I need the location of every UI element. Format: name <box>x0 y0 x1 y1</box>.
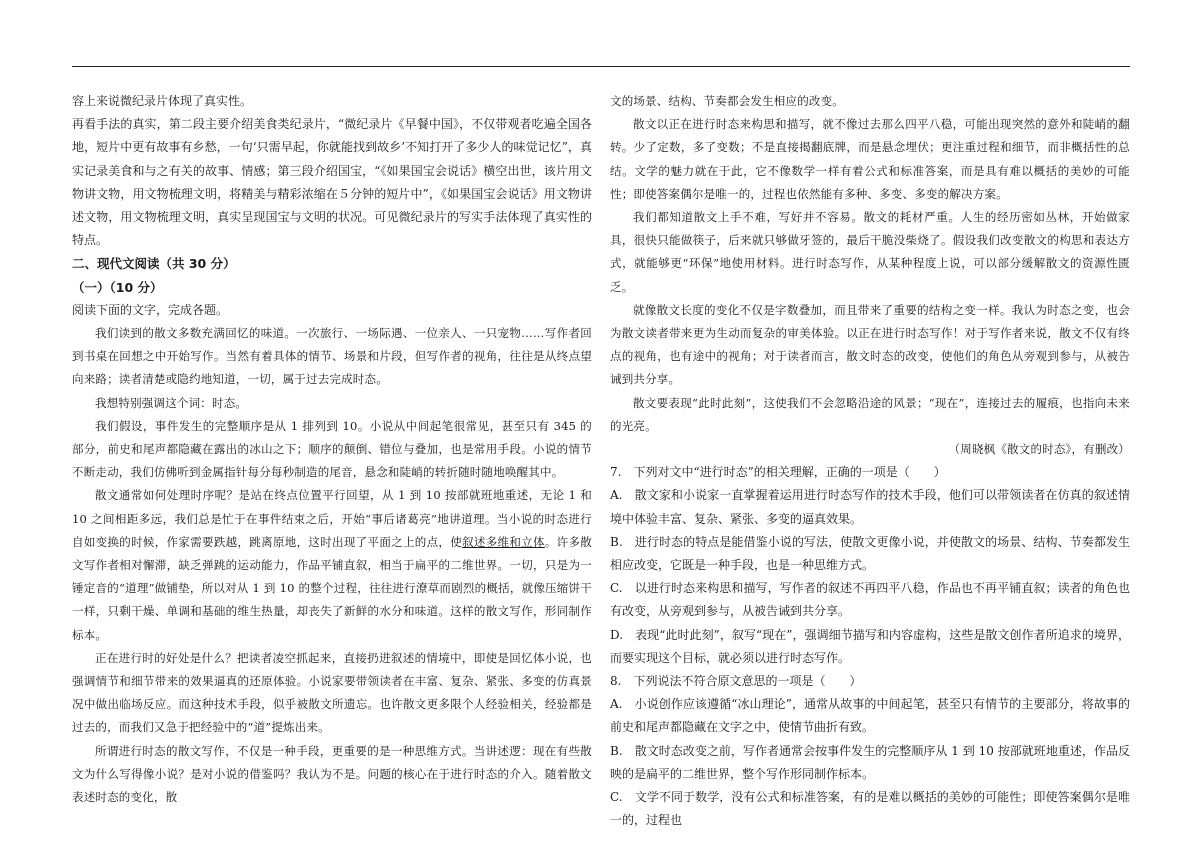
question-8-option-b: B. 散文时态改变之前，写作者通常会按事件发生的完整顺序从 1 到 10 按部就班地重述，作品反映的是扁平的二维世界，整个写作形同制作标本。 <box>610 743 1130 781</box>
p4-part-a: 散文通常如何处理时序呢？是站在终点位置平行回望，从 1 到 10 按部就班地重述，无论 1 和 10 之间相距多远，我们总是忙于在事件结束之后，开始“事后诸葛亮”地讲道理。当小说的时态进行自如变换的时候，作家需要跌越，跳离原地，这时出现了平面之上的点，使 <box>72 488 592 549</box>
instruction: 阅读下面的文字，完成各题。 <box>72 302 229 317</box>
question-7-option-d: D. 表现“此时此刻”，叙写“现在”，强调细节描写和内容虚构，这些是散文创作者所追求的境界，而要实现这个目标，就必须以进行时态写作。 <box>610 627 1130 665</box>
passage-paragraph-8: 我们都知道散文上手不难，写好并不容易。散文的耗材严重。人生的经历密如丛林，开始做家具，很快只能做筷子，后来就只够做牙签的，最后干脆没柴烧了。假设我们改变散文的构思和表达方式，就能够更“环保”地使用材料。进行时态写作，从某种程度上说，可以部分缓解散文的资源性匮乏。 <box>610 210 1130 294</box>
passage-paragraph-10: 散文要表现“此时此刻”，这使我们不会忽略沿途的风景；“现在”，连接过去的履痕，也指向未来的光亮。 <box>610 395 1130 433</box>
question-8-option-a: A. 小说创作应该遵循“冰山理论”，通常从故事的中间起笔，甚至只有情节的主要部分，将故事的前史和尾声都隐藏在文字之中，使情节曲折有致。 <box>610 697 1130 735</box>
question-7-option-a: A. 散文家和小说家一直掌握着运用进行时态写作的技术手段，他们可以带领读者在仿真的叙述情境中体验丰富、复杂、紧张、多变的逼真效果。 <box>610 488 1130 526</box>
header-rule <box>72 66 1130 67</box>
passage-paragraph-4 <box>72 484 592 646</box>
question-7-option-c: C. 以进行时态来构思和描写，写作者的叙述不再四平八稳，作品也不再平铺直叙；读者的角色也有改变，从旁观到参与，从被告诫到共分享。 <box>610 581 1130 619</box>
question-8-option-c: C. 文学不同于数学，没有公式和标准答案，有的是难以概括的美妙的可能性；即使答案偶尔是唯一的，过程也 <box>610 790 1130 828</box>
passage-paragraph-7: 散文以正在进行时态来构思和描写，就不像过去那么四平八稳，可能出现突然的意外和陡峭的翻转。少了定数，多了变数；不是直接揭翻底牌，而是悬念埋伏；更注重过程和细节，而非概括性的总结。文学的魅力就在于此，它不像数学一样有着公式和标准答案，而是具有难以概括的美妙的可能性；即使答案偶尔是唯一的，过程也依然能有多种、多变、多变的解决方案。 <box>610 117 1130 201</box>
underlined-phrase: 叙述多维和立体 <box>462 534 545 549</box>
passage-paragraph-5: 正在进行时的好处是什么？把读者凌空抓起来，直接扔进叙述的情境中，即使是回忆体小说，也强调情节和细节带来的效果逼真的还原体验。小说家要带领读者在丰富、复杂、紧张、多变的仿真景况中做出临场反应。而这种技术手段，似乎被散文所遗忘。也许散文更多限个人经验相关，经验都是过去的，而我们又急于把经验中的“道”提炼出来。 <box>72 650 592 735</box>
passage-paragraph-6: 所谓进行时态的散文写作，不仅是一种手段，更重要的是一种思维方式。当讲述逻：现在有些散文为什么写得像小说？是对小说的借鉴吗？我认为不是。问题的核心在于进行时态的介入。随着散文表述时态的变化，散 <box>72 743 592 805</box>
question-7-option-b: B. 进行时态的特点是能借鉴小说的写法，使散文更像小说，并使散文的场景、结构、节奏都发生相应改变，它既是一种手段，也是一种思维方式。 <box>610 534 1130 573</box>
intro-paragraph: 再看手法的真实，第二段主要介绍美食类纪录片，“微纪录片《早餐中国》，不仅带观者吃遍全国各地，短片中更有故事有乡愁，一句‘只需早起，你就能找到故乡’不知打开了多少人的味觉记忆”，真实记录美食和与之有关的故事、情感；第三段介绍国宝，“《如果国宝会说话》横空出世，该片用文物讲文物，用文物梳理文明，将精美与精彩浓缩在５分钟的短片中”，《如果国宝会说话》用文物讲述文物，用文物梳理文明，真实呈现国宝与文明的状况。可见微纪录片的写实手法体现了真实性的特点。 <box>72 117 592 248</box>
question-7: 7. 下列对文中“进行时态”的相关理解，正确的一项是（ ） <box>610 465 946 480</box>
left-column <box>72 90 592 809</box>
passage-paragraph-2: 我想特别强调这个词：时态。 <box>95 395 248 410</box>
question-8: 8. 下列说法不符合原文意思的一项是（ ） <box>610 674 862 689</box>
sub-title: （一）（10 分） <box>72 279 163 295</box>
passage-paragraph-3: 我们假设，事件发生的完整顺序是从 1 排列到 10。小说从中间起笔很常见，甚至只有 345 的部分，前史和尾声都隐藏在露出的冰山之下；顺序的颠倒、错位与叠加，也是常用手段。小说的情节不断走动，我们仿佛听到金属指针每分每秒制造的尾音，悬念和陡峭的转折随时随地唤醒其中。 <box>72 418 592 480</box>
intro-line: 容上来说微纪录片体现了真实性。 <box>72 94 253 108</box>
passage-paragraph-1: 我们读到的散文多数充满回忆的味道。一次旅行、一场际遇、一位亲人、一只宠物……写作者回到书桌在回想之中开始写作。当然有着具体的情节、场景和片段，但写作者的视角，往往是从终点望向来路；读者清楚或隐约地知道，一切，属于过去完成时态。 <box>72 326 592 387</box>
section-title: 二、现代文阅读（共 30 分） <box>72 256 236 272</box>
passage-continuation: 文的场景、结构、节奏都会发生相应的改变。 <box>610 94 844 108</box>
passage-paragraph-9: 就像散文长度的变化不仅是字数叠加，而且带来了重要的结构之变一样。我认为时态之变，也会为散文读者带来更为生动而复杂的审美体验。以正在进行时态写作！对于写作者来说，散文不仅有终点的视角，也有途中的视角；对于读者而言，散文时态的改变，使他们的角色从旁观到参与，从被告诫到共分享。 <box>610 302 1130 387</box>
source-citation: （周晓枫《散文的时态》，有删改） <box>948 442 1130 457</box>
right-column <box>610 90 1130 833</box>
p4-part-b: 。许多散文写作者相对懈滞，缺乏弹跳的运动能力，作品平铺直叙，相当于扁平的二维世界。一切，只是为一锤定音的“道理”做铺垫，所以对从 1 到 10 的整个过程，往往进行潦草而剧烈的概括，就像压缩饼干一样，只剩干燥、单调和基础的维生热量，却丧失了新鲜的水分和味道。这样的散文写作，形同制作标本。 <box>72 534 592 642</box>
